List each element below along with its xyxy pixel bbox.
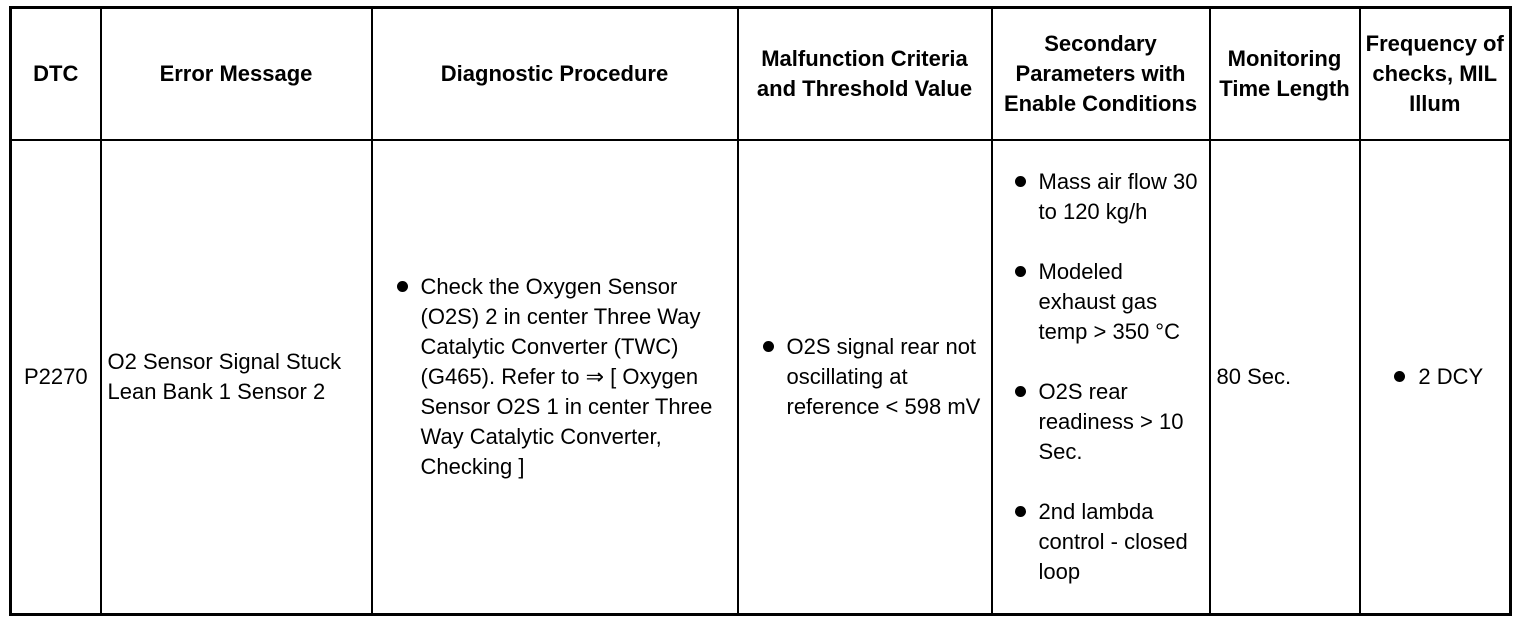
list-item [757,332,987,422]
frequency-wrap [1388,362,1483,392]
cell-secondary-parameters [992,140,1210,615]
parameter-text: O2S rear readiness > 10 Sec. [1038,378,1184,464]
bullet-dot-icon [397,281,408,292]
list-item [391,272,731,482]
cell-dtc: P2270 [11,140,101,615]
cell-frequency [1360,140,1511,615]
parameter-text: Mass air flow 30 to 120 kg/h [1038,168,1198,224]
dtc-table-frame [9,6,1509,616]
cell-diagnostic-procedure [372,140,738,615]
parameter-text: 2nd lambda control - closed loop [1038,498,1188,584]
header-row [11,8,1511,140]
bullet-dot-icon [1015,386,1026,397]
list-item [1009,377,1205,467]
header-frequency: Frequency of checks, MIL Illum [1360,8,1511,140]
list-item [1009,497,1205,587]
header-dtc: DTC [11,8,101,140]
bullet-dot-icon [1015,176,1026,187]
criteria-text: O2S signal rear not oscillating at reference < 598 mV [786,333,981,419]
cell-error-message: O2 Sensor Signal Stuck Lean Bank 1 Sensor 2 [101,140,372,615]
bullet-dot-icon [1015,266,1026,277]
bullet-dot-icon [1015,506,1026,517]
procedure-list [391,272,731,482]
list-item [1388,362,1483,392]
header-secondary-parameters: Secondary Parameters with Enable Conditions [992,8,1210,140]
table-row [11,140,1511,615]
frequency-list [1388,362,1483,392]
cell-monitoring-time: 80 Sec. [1210,140,1360,615]
bullet-dot-icon [763,341,774,352]
procedure-text: Check the Oxygen Sensor (O2S) 2 in center Three Way Catalytic Converter (TWC) (G465). Refer to ⇒ [ Oxygen Sensor O2S 1 in center Three Way Catalytic Converter, Checking ] [420,273,713,479]
header-diagnostic-procedure: Diagnostic Procedure [372,8,738,140]
dtc-table [9,6,1512,616]
criteria-list [757,332,987,422]
header-monitoring-time: Monitoring Time Length [1210,8,1360,140]
header-error-message: Error Message [101,8,372,140]
parameter-text: Modeled exhaust gas temp > 350 °C [1038,258,1180,344]
header-malfunction-criteria: Malfunction Criteria and Threshold Value [738,8,992,140]
list-item [1009,257,1205,347]
frequency-text: 2 DCY [1418,363,1484,389]
cell-malfunction-criteria [738,140,992,615]
secondary-parameters-list [1009,167,1205,587]
bullet-dot-icon [1394,371,1405,382]
list-item [1009,167,1205,227]
